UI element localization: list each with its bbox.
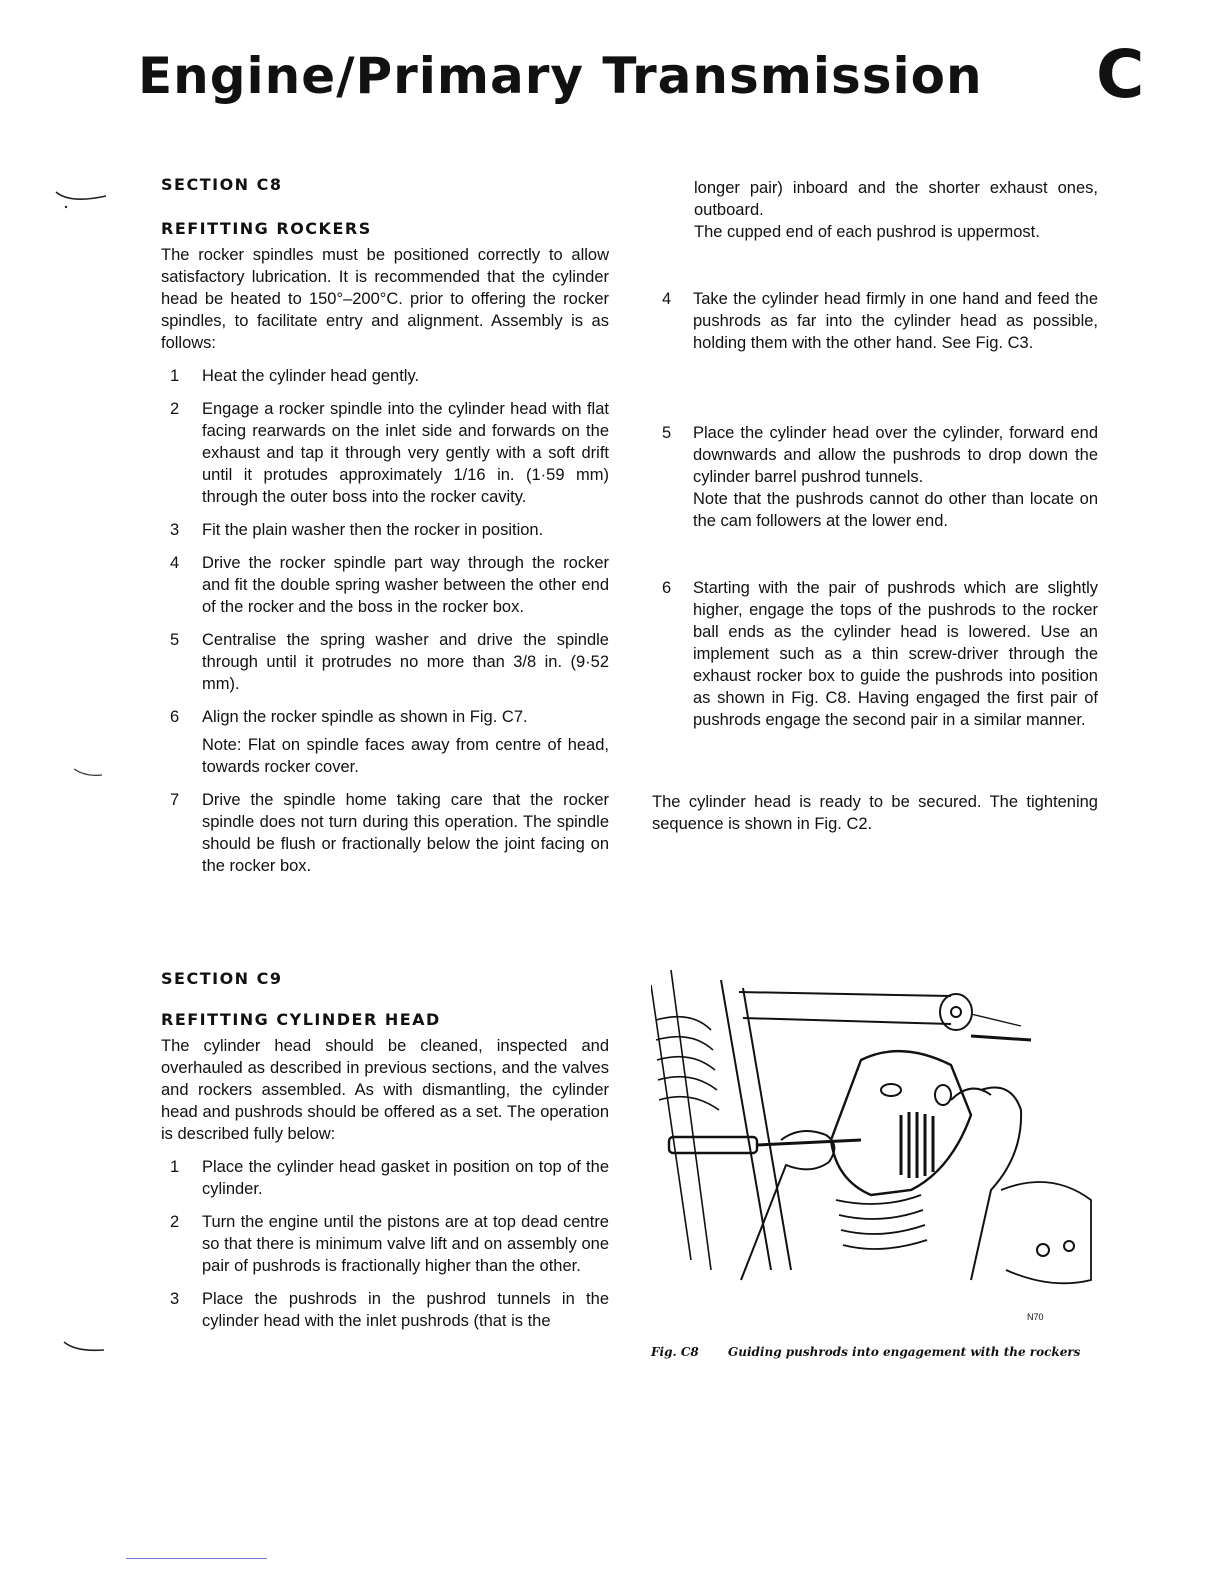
continuation-text: The cupped end of each pushrod is uppermost. — [694, 223, 1040, 241]
list-item: 4 Take the cylinder head firmly in one hand and feed the pushrods as far into the cylinder head as possible, holding them with the other hand. See Fig. C3. — [662, 290, 1098, 352]
section-subheading: REFITTING CYLINDER HEAD — [161, 1010, 441, 1029]
binding-mark — [52, 188, 112, 210]
step-note: Note: Flat on spindle faces away from centre of head, towards rocker cover. — [202, 736, 609, 776]
list-item: 3 Place the pushrods in the pushrod tunnels in the cylinder head with the inlet pushrods (that is the — [170, 1290, 609, 1330]
figure-caption-text: Guiding pushrods into engagement with the rockers — [728, 1345, 1081, 1359]
figure-caption — [651, 1345, 1101, 1359]
binding-mark — [70, 765, 110, 781]
step-note: Note that the pushrods cannot do other than locate on the cam followers at the lower end. — [693, 490, 1098, 530]
section-subheading: REFITTING ROCKERS — [161, 219, 372, 238]
section-intro: The cylinder head should be cleaned, inspected and overhauled as described in previous sections, and the valves and rockers assembled. As with dismantling, the cylinder head and pushrods should be offered as a set. The operation is described fully below: — [161, 1037, 609, 1143]
right-column-intro — [652, 177, 1098, 243]
figure-c8-illustration — [651, 940, 1101, 1330]
list-item: 2 Turn the engine until the pistons are at top dead centre so that there is minimum valve lift and on assembly one pair of pushrods is fractionally higher than the other. — [170, 1213, 609, 1275]
list-item: 1 Place the cylinder head gasket in position on top of the cylinder. — [170, 1158, 609, 1198]
list-item: 5 Place the cylinder head over the cylinder, forward end downwards and allow the pushrods to drop down the cylinder barrel pushrod tunnels. Note that the pushrods cannot do other than locate on the cam followers at the lower end. — [662, 424, 1098, 530]
divider — [126, 1558, 267, 1559]
page-title: Engine/Primary Transmission — [138, 47, 983, 105]
section-letter: C — [1096, 36, 1146, 113]
list-item: 7 Drive the spindle home taking care that the rocker spindle does not turn during this operation. The spindle should be flush or fractionally below the joint facing on the rocker box. — [170, 791, 609, 875]
list-item: 6 Starting with the pair of pushrods which are slightly higher, engage the tops of the pushrods to the rocker ball ends as the cylinder head is lowered. Use an implement such as a thin screw-driver through the exhaust rocker box to guide the pushrods into position as shown in Fig. C8. Having engaged the first pair of pushrods engage the second pair in a similar manner. — [662, 579, 1098, 729]
section-heading: SECTION C8 — [161, 175, 283, 194]
illustration-label: N70 — [1027, 1312, 1044, 1322]
section-intro: The rocker spindles must be positioned correctly to allow satisfactory lubrication. It is recommended that the cylinder head be heated to 150°–200°C. prior to offering the rocker spindles, to facilitate entry and alignment. Assembly is as follows: — [161, 246, 609, 352]
section-c9 — [161, 968, 609, 1332]
closing-paragraph: The cylinder head is ready to be secured. The tightening sequence is shown in Fig. C2. — [652, 793, 1098, 833]
list-item: 3 Fit the plain washer then the rocker in position. — [170, 521, 544, 539]
list-item: 1 Heat the cylinder head gently. — [170, 367, 420, 385]
continuation-text: longer pair) inboard and the shorter exhaust ones, outboard. — [694, 179, 1098, 219]
list-item: 4 Drive the rocker spindle part way through the rocker and fit the double spring washer between the other end of the rocker and the boss in the rocker box. — [170, 554, 609, 616]
binding-mark — [60, 1340, 110, 1356]
list-item: 5 Centralise the spring washer and drive the spindle through until it protrudes no more than 3/8 in. (9·52 mm). — [170, 631, 609, 693]
page-header — [138, 36, 1146, 113]
list-item: 2 Engage a rocker spindle into the cylinder head with flat facing rearwards on the inlet side and forwards on the exhaust and tap it through very gently with a soft drift until it protudes approximately 1/16 in. (1·59 mm) through the outer boss into the rocker cavity. — [170, 400, 609, 506]
section-heading: SECTION C9 — [161, 969, 283, 988]
list-item: 6 Align the rocker spindle as shown in Fig. C7. Note: Flat on spindle faces away from centre of head, towards rocker cover. — [170, 708, 609, 776]
figure-caption-label: Fig. C8 — [651, 1345, 699, 1359]
section-c8 — [161, 174, 609, 877]
